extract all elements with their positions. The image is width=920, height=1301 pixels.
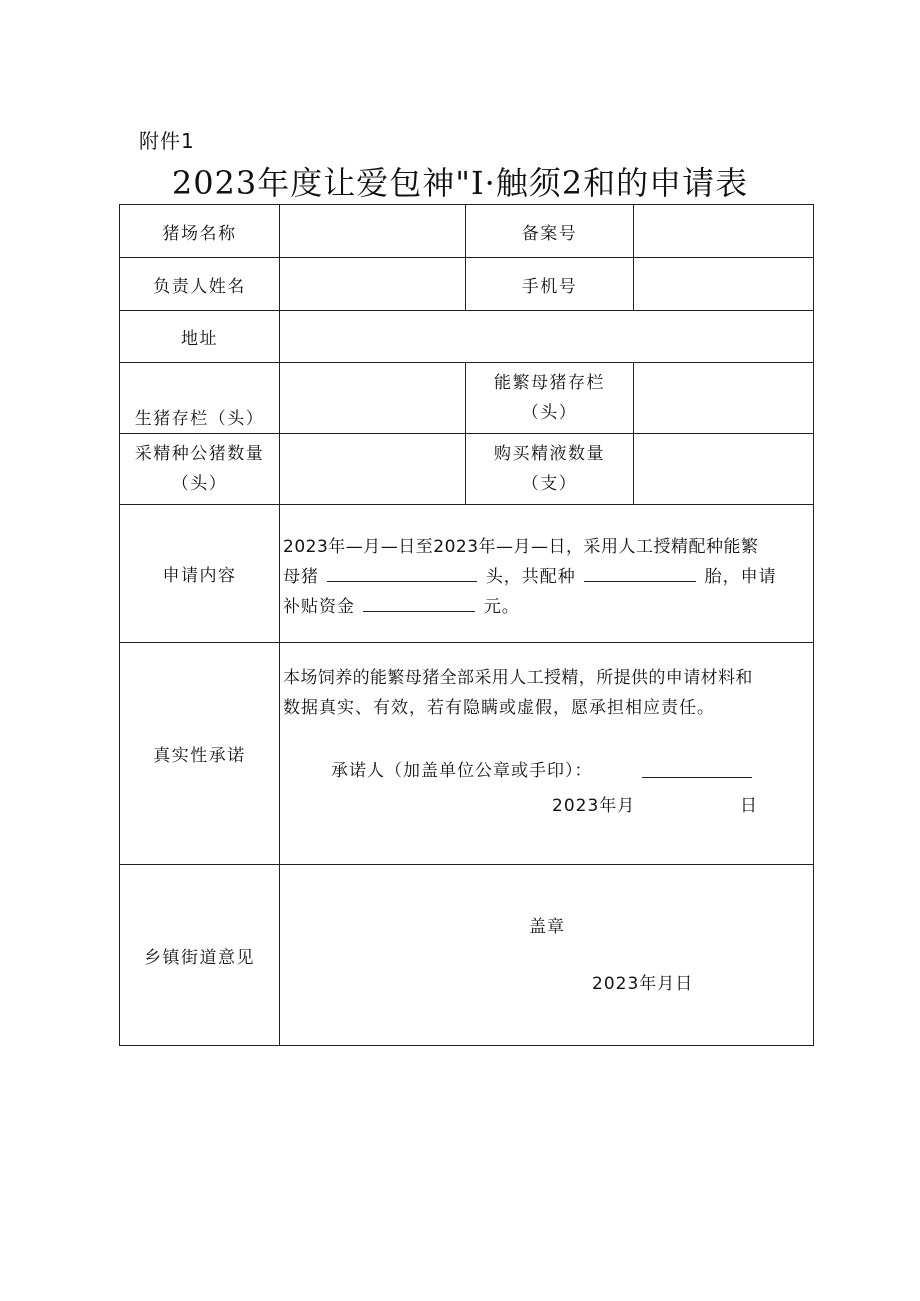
semen-purchase-label-line2: （支） <box>521 474 578 494</box>
record-no-label: 备案号 <box>521 223 578 244</box>
boar-count-field[interactable] <box>280 434 465 504</box>
application-content-line2 <box>283 562 811 592</box>
attachment-label: 附件1 <box>139 129 195 153</box>
application-content-text <box>283 532 811 622</box>
sow-stock-field[interactable] <box>634 363 813 433</box>
signer-blank[interactable] <box>642 759 752 778</box>
semen-purchase-field[interactable] <box>634 434 813 504</box>
boar-count-label <box>120 434 279 504</box>
commitment-line2: 数据真实、有效，若有隐瞒或虚假，愿承担相应责任。 <box>283 698 715 718</box>
farm-name-label: 猪场名称 <box>162 223 237 244</box>
sow-stock-label <box>466 363 633 433</box>
boar-count-label-line1: 采精种公猪数量 <box>134 444 265 464</box>
address-field[interactable] <box>280 311 813 362</box>
yuan-label: 元。 <box>483 597 520 617</box>
semen-purchase-label-line1: 购买精液数量 <box>494 444 605 464</box>
apply-label: 胎，申请 <box>704 567 777 587</box>
sow-label: 母猪 <box>283 567 319 587</box>
commitment-label: 真实性承诺 <box>153 746 246 766</box>
boar-count-label-line2: （头） <box>171 474 228 494</box>
sow-count-blank[interactable] <box>327 563 477 582</box>
commitment-line1: 本场饲养的能繁母猪全部采用人工授精，所提供的申请材料和 <box>283 668 753 688</box>
hog-stock-label: 生猪存栏（头） <box>134 409 265 429</box>
semen-purchase-label <box>466 434 633 504</box>
commitment-statement <box>283 663 811 723</box>
sow-stock-label-line2: （头） <box>521 403 578 423</box>
manager-name-field[interactable] <box>280 258 465 310</box>
phone-field[interactable] <box>634 258 813 310</box>
application-content-line1: 2023年—月—日至2023年—月—日，采用人工授精配种能繁 <box>283 537 759 557</box>
form-title: 2023年度让爱包神"I·触须2和的申请表 <box>171 164 749 202</box>
commitment-date-year-month: 2023年月 <box>552 796 636 816</box>
commitment-date-day: 日 <box>740 796 758 816</box>
signer-label: 承诺人（加盖单位公章或手印）： <box>331 761 593 781</box>
litter-count-blank[interactable] <box>584 563 696 582</box>
stamp-label: 盖章 <box>529 917 565 937</box>
farm-name-field[interactable] <box>280 205 465 257</box>
application-content-label: 申请内容 <box>162 566 237 586</box>
table-border-right <box>813 204 814 1046</box>
record-no-field[interactable] <box>634 205 813 257</box>
phone-label: 手机号 <box>521 276 578 297</box>
manager-name-label: 负责人姓名 <box>153 276 246 297</box>
subsidy-amount-blank[interactable] <box>363 593 475 612</box>
address-label: 地址 <box>181 329 218 349</box>
township-date: 2023年月日 <box>592 974 694 994</box>
breeding-label: 头，共配种 <box>485 567 576 587</box>
sow-stock-label-line1: 能繁母猪存栏 <box>494 373 605 393</box>
township-opinion-label: 乡镇街道意见 <box>144 947 255 968</box>
application-content-line3 <box>283 592 811 622</box>
table-border-bottom <box>119 1045 814 1046</box>
subsidy-label: 补贴资金 <box>283 597 355 617</box>
hog-stock-field[interactable] <box>280 363 465 433</box>
